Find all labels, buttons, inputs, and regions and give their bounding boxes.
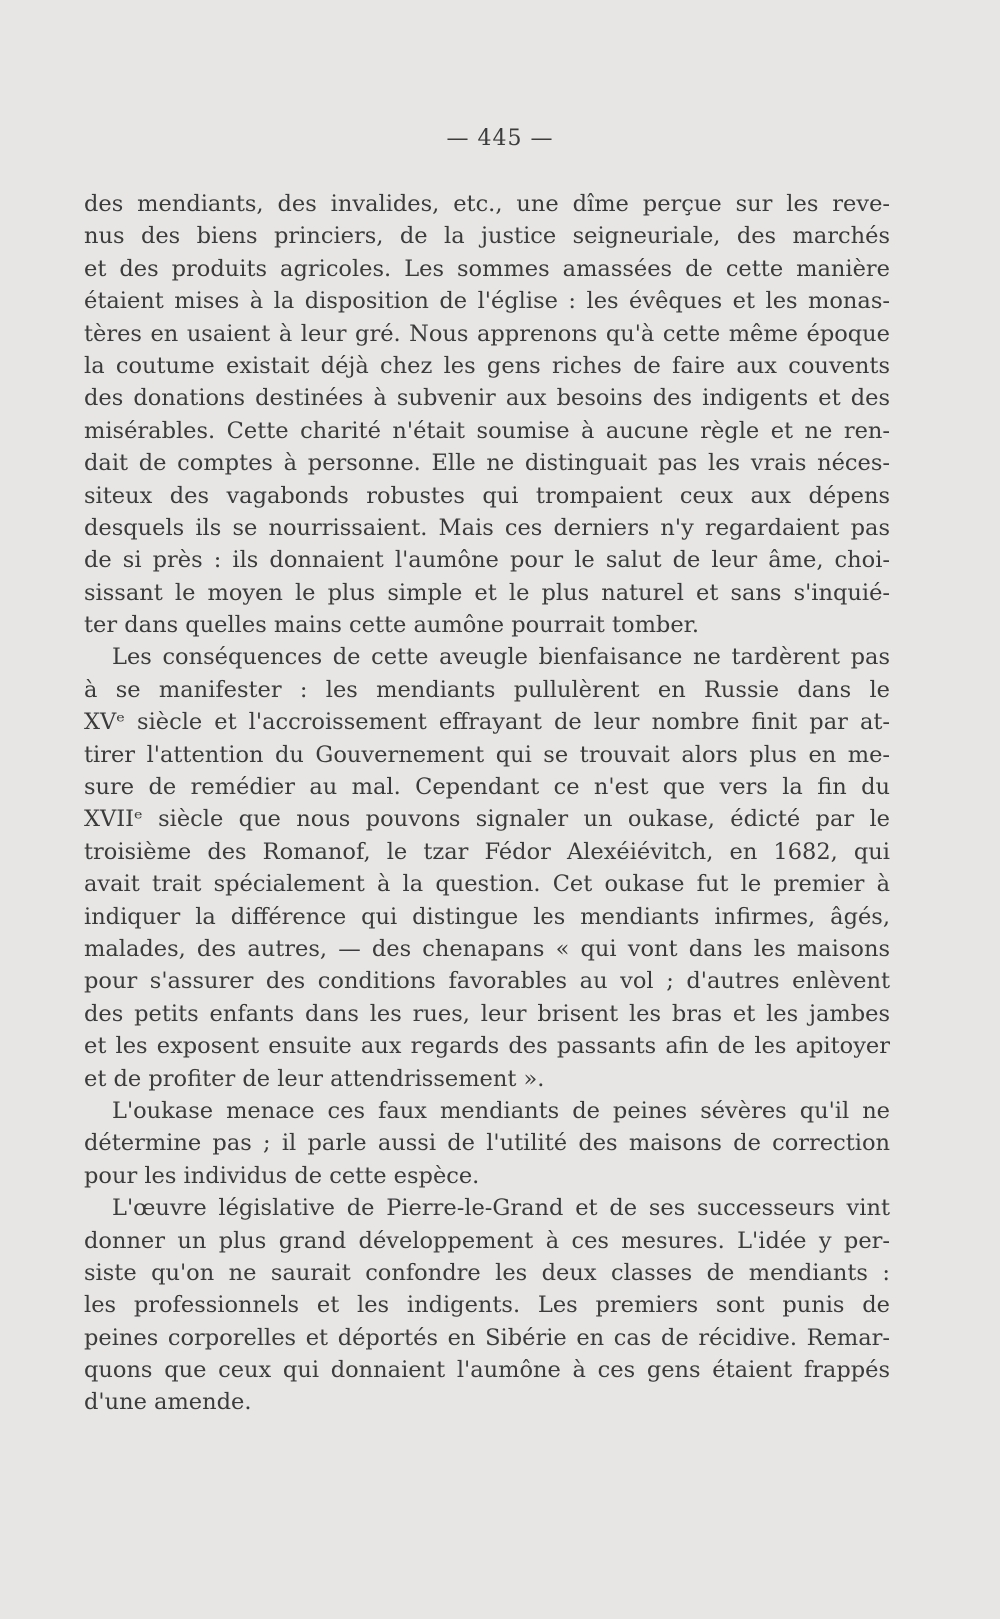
- text-line: misérables. Cette charité n'était soumise à aucune règle et ne ren-: [84, 417, 890, 444]
- text-line: la coutume existait déjà chez les gens riches de faire aux couvents: [84, 352, 890, 379]
- text-line: des petits enfants dans les rues, leur brisent les bras et les jambes: [84, 1000, 890, 1027]
- page-number: — 445 —: [446, 126, 554, 151]
- text-line: L'œuvre législative de Pierre-le-Grand et de ses successeurs vint: [112, 1195, 890, 1222]
- text-line: étaient mises à la disposition de l'église : les évêques et les monas-: [84, 288, 890, 315]
- text-line: sissant le moyen le plus simple et le plus naturel et sans s'inquié-: [84, 579, 890, 606]
- text-line: malades, des autres, — des chenapans « qui vont dans les maisons: [84, 935, 890, 962]
- text-line: siteux des vagabonds robustes qui trompaient ceux aux dépens: [84, 482, 890, 509]
- text-line: les professionnels et les indigents. Les premiers sont punis de: [84, 1292, 890, 1319]
- text-line: pour les individus de cette espèce.: [84, 1162, 480, 1189]
- text-line: donner un plus grand développement à ces mesures. L'idée y per-: [84, 1227, 890, 1254]
- text-line: détermine pas ; il parle aussi de l'utilité des maisons de correction: [84, 1130, 890, 1157]
- text-line: siste qu'on ne saurait confondre les deux classes de mendiants :: [84, 1259, 890, 1286]
- text-line: dait de comptes à personne. Elle ne distinguait pas les vrais néces-: [84, 450, 890, 477]
- text-line: et des produits agricoles. Les sommes amassées de cette manière: [84, 255, 890, 282]
- text-line: nus des biens princiers, de la justice seigneuriale, des marchés: [84, 223, 890, 250]
- text-line: quons que ceux qui donnaient l'aumône à ces gens étaient frappés: [84, 1357, 890, 1384]
- text-line: indiquer la différence qui distingue les mendiants infirmes, âgés,: [84, 903, 890, 930]
- text-line: et de profiter de leur attendrissement ».: [84, 1065, 545, 1092]
- text-line: Les conséquences de cette aveugle bienfaisance ne tardèrent pas: [112, 644, 890, 671]
- text-line: de si près : ils donnaient l'aumône pour le salut de leur âme, choi-: [84, 547, 890, 574]
- text-line: desquels ils se nourrissaient. Mais ces derniers n'y regardaient pas: [84, 514, 890, 541]
- text-line: des donations destinées à subvenir aux besoins des indigents et des: [84, 385, 890, 412]
- text-line: à se manifester : les mendiants pullulèrent en Russie dans le: [84, 676, 890, 703]
- text-line: XVIIᵉ siècle que nous pouvons signaler un oukase, édicté par le: [84, 806, 890, 833]
- text-line: tères en usaient à leur gré. Nous apprenons qu'à cette même époque: [84, 320, 890, 347]
- text-line: L'oukase menace ces faux mendiants de peines sévères qu'il ne: [112, 1097, 890, 1124]
- text-line: avait trait spécialement à la question. Cet oukase fut le premier à: [84, 871, 890, 898]
- body-text: [84, 188, 890, 1419]
- text-line: tirer l'attention du Gouvernement qui se trouvait alors plus en me-: [84, 741, 890, 768]
- text-line: et les exposent ensuite aux regards des passants afin de les apitoyer: [84, 1033, 890, 1060]
- text-line: peines corporelles et déportés en Sibérie en cas de récidive. Remar-: [84, 1324, 890, 1351]
- text-line: XVᵉ siècle et l'accroissement effrayant de leur nombre finit par at-: [84, 709, 890, 736]
- text-line: sure de remédier au mal. Cependant ce n'est que vers la fin du: [84, 774, 890, 801]
- text-line: pour s'assurer des conditions favorables au vol ; d'autres enlèvent: [84, 968, 890, 995]
- text-line: troisième des Romanof, le tzar Fédor Alexéiévitch, en 1682, qui: [84, 838, 890, 865]
- text-line: d'une amende.: [84, 1389, 252, 1416]
- text-line: des mendiants, des invalides, etc., une dîme perçue sur les reve-: [84, 191, 890, 217]
- text-line: ter dans quelles mains cette aumône pourrait tomber.: [84, 612, 700, 639]
